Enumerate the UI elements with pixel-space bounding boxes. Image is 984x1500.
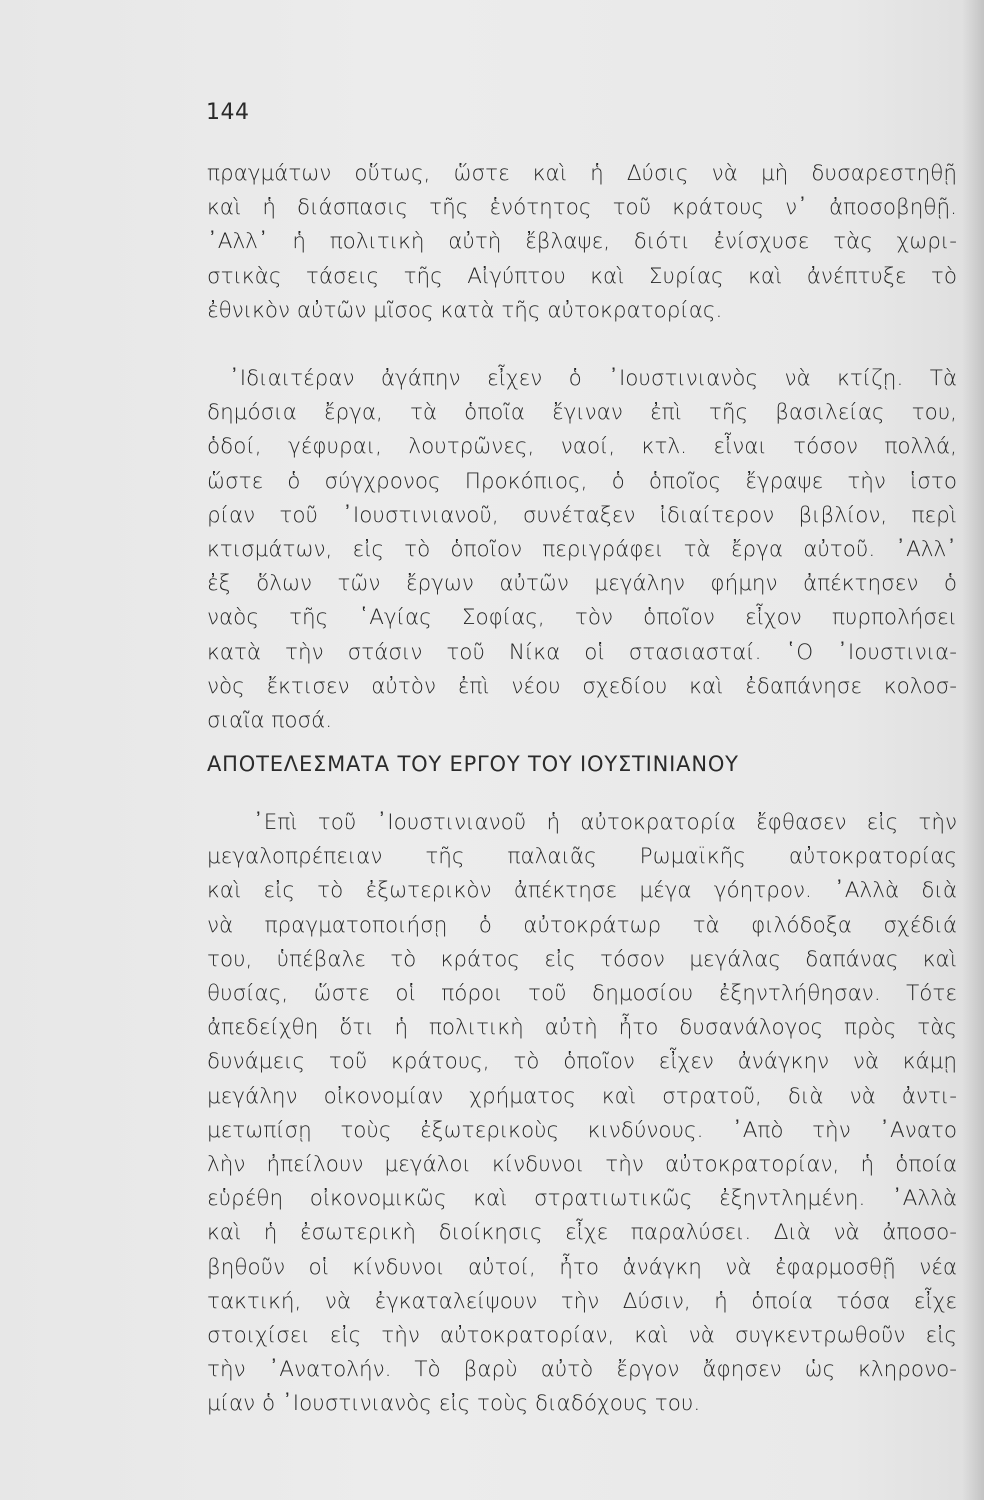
text-line: ναὸς τῆς ῾Αγίας Σοφίας, τὸν ὁποῖον εἶχον πυρπολήσει xyxy=(207,605,957,631)
text-line: ἀπεδείχθη ὅτι ἡ πολιτικὴ αὐτὴ ἦτο δυσανάλογος πρὸς τὰς xyxy=(207,1015,957,1041)
text-line: εὑρέθη οἰκονομικῶς καὶ στρατιωτικῶς ἐξηντλημένη. ᾽Αλλὰ xyxy=(207,1186,957,1212)
text-line: ἐθνικὸν αὐτῶν μῖσος κατὰ τῆς αὐτοκρατορίας. xyxy=(207,297,723,323)
text-line: μίαν ὁ ᾽Ιουστινιανὸς εἰς τοὺς διαδόχους του. xyxy=(207,1391,701,1417)
text-line: κτισμάτων, εἰς τὸ ὁποῖον περιγράφει τὰ ἔργα αὐτοῦ. ᾽Αλλ᾽ xyxy=(207,537,957,563)
text-line: ρίαν τοῦ ᾽Ιουστινιανοῦ, συνέταξεν ἰδιαίτερον βιβλίον, περὶ xyxy=(207,502,957,528)
text-line: ὁδοί, γέφυραι, λουτρῶνες, ναοί, κτλ. εἶναι τόσον πολλά, xyxy=(207,434,957,460)
page-edge-shadow xyxy=(962,0,984,1500)
text-line: νὸς ἔκτισεν αὐτὸν ἐπὶ νέου σχεδίου καὶ ἐδαπάνησε κολοσ- xyxy=(207,673,957,699)
text-line: κατὰ τὴν στάσιν τοῦ Νίκα οἱ στασιασταί. ῾Ο ᾽Ιουστινια- xyxy=(207,639,957,665)
text-line: καὶ ἡ διάσπασις τῆς ἑνότητος τοῦ κράτους ν᾽ ἀποσοβηθῇ. xyxy=(207,195,957,221)
text-line: ᾽Ιδιαιτέραν ἀγάπην εἶχεν ὁ ᾽Ιουστινιανὸς νὰ κτίζῃ. Τὰ xyxy=(229,366,957,391)
text-line: στικὰς τάσεις τῆς Αἰγύπτου καὶ Συρίας καὶ ἀνέπτυξε τὸ xyxy=(207,263,957,289)
page-number: 144 xyxy=(206,100,250,125)
paragraph-3 xyxy=(207,806,957,1422)
text-line: τὴν ᾽Ανατολήν. Τὸ βαρὺ αὐτὸ ἔργον ἄφησεν ὡς κληρονο- xyxy=(207,1357,957,1383)
text-line: του, ὑπέβαλε τὸ κράτος εἰς τόσον μεγάλας δαπάνας καὶ xyxy=(207,946,957,972)
text-line: λὴν ἠπείλουν μεγάλοι κίνδυνοι τὴν αὐτοκρατορίαν, ἡ ὁποία xyxy=(207,1152,957,1178)
text-line: ἐξ ὅλων τῶν ἔργων αὐτῶν μεγάλην φήμην ἀπέκτησεν ὁ xyxy=(207,571,957,597)
text-line: βηθοῦν οἱ κίνδυνοι αὐτοί, ἦτο ἀνάγκη νὰ ἐφαρμοσθῇ νέα xyxy=(207,1254,957,1280)
text-line: καὶ ἡ ἐσωτερικὴ διοίκησις εἶχε παραλύσει. Διὰ νὰ ἀποσο- xyxy=(207,1220,957,1246)
text-line: σιαῖα ποσά. xyxy=(207,708,333,734)
text-line: πραγμάτων οὕτως, ὥστε καὶ ἡ Δύσις νὰ μὴ δυσαρεστηθῇ xyxy=(207,161,957,186)
paragraph-1 xyxy=(207,157,957,328)
text-line: δημόσια ἔργα, τὰ ὁποῖα ἔγιναν ἐπὶ τῆς βασιλείας του, xyxy=(207,400,957,426)
text-line: μεγάλην οἰκονομίαν χρήματος καὶ στρατοῦ, διὰ νὰ ἀντι- xyxy=(207,1083,957,1109)
text-line: θυσίας, ὥστε οἱ πόροι τοῦ δημοσίου ἐξηντλήθησαν. Τότε xyxy=(207,981,957,1007)
text-line: δυνάμεις τοῦ κράτους, τὸ ὁποῖον εἶχεν ἀνάγκην νὰ κάμῃ xyxy=(207,1049,957,1075)
text-line: καὶ εἰς τὸ ἐξωτερικὸν ἀπέκτησε μέγα γόητρον. ᾽Αλλὰ διὰ xyxy=(207,878,957,904)
text-line: μετωπίσῃ τοὺς ἐξωτερικοὺς κινδύνους. ᾽Απὸ τὴν ᾽Ανατο xyxy=(207,1117,957,1143)
text-line: τακτική, νὰ ἐγκαταλείψουν τὴν Δύσιν, ἡ ὁποία τόσα εἶχε xyxy=(207,1288,957,1314)
text-line: μεγαλοπρέπειαν τῆς παλαιᾶς Ρωμαϊκῆς αὐτοκρατορίας xyxy=(207,844,957,870)
paragraph-2 xyxy=(207,362,957,738)
text-line: ᾽Αλλ᾽ ἡ πολιτικὴ αὐτὴ ἔβλαψε, διότι ἐνίσχυσε τὰς χωρι- xyxy=(207,229,957,255)
text-line: ᾽Επὶ τοῦ ᾽Ιουστινιανοῦ ἡ αὐτοκρατορία ἔφθασεν εἰς τὴν xyxy=(253,810,957,835)
text-line: νὰ πραγματοποιήσῃ ὁ αὐτοκράτωρ τὰ φιλόδοξα σχέδιά xyxy=(207,912,957,938)
section-heading: ΑΠΟΤΕΛΕΣΜΑΤΑ ΤΟΥ ΕΡΓΟΥ ΤΟΥ ΙΟΥΣΤΙΝΙΑΝΟΥ xyxy=(207,752,739,776)
text-line: ὥστε ὁ σύγχρονος Προκόπιος, ὁ ὁποῖος ἔγραψε τὴν ἱστο xyxy=(207,468,957,494)
text-line: στοιχίσει εἰς τὴν αὐτοκρατορίαν, καὶ νὰ συγκεντρωθοῦν εἰς xyxy=(207,1323,957,1349)
